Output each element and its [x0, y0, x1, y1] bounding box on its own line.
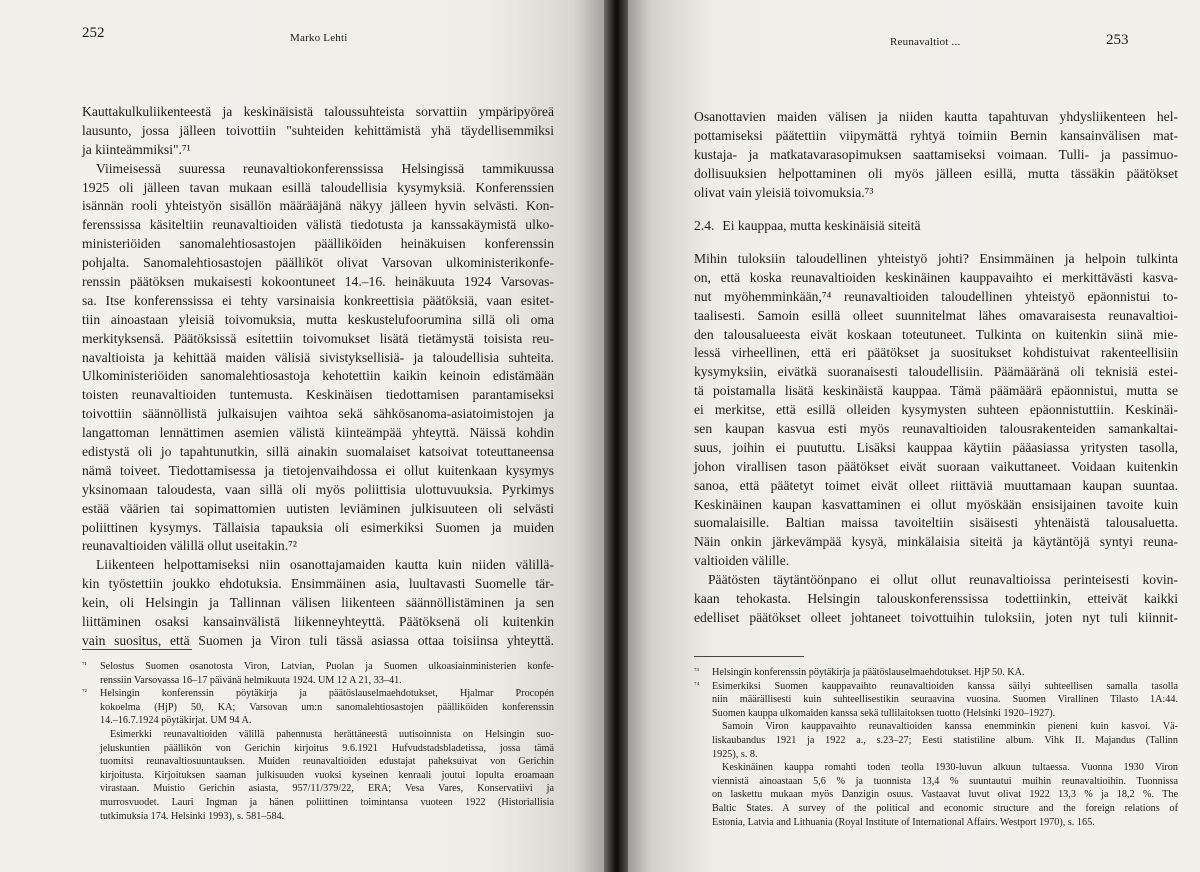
footnote-rule: [82, 649, 192, 650]
footnote-line: ⁷¹ Selostus Suomen osanotosta Viron, Latvian, Puolan ja Suomen ulkoasiainministerien konfe-: [82, 660, 554, 672]
right-body-text-top: [694, 108, 1178, 202]
page-number-left: 252: [82, 25, 105, 41]
footnote-line: on laskettu mukaan myös Danzigin osuus. Vastaavat luvut olivat 1922 13,3 % ja 18,2 %. The: [712, 789, 1178, 801]
text-line: pohjalta. Sanomalehtiosastojen päälliköt olivat Varsovan ulkoministerikonfe-: [82, 255, 554, 271]
text-line: Päätösten täytäntöönpano ei ollut ollut reunavaltioissa perinteisesti kovin-: [708, 572, 1178, 588]
footnote-line: 14.–16.7.1924 pöytäkirjat. UM 94 A.: [100, 715, 252, 727]
text-line: olivat vain yleisiä toivomuksia.⁷³: [694, 184, 874, 200]
section-heading: [694, 218, 921, 234]
section-number: 2.4.: [694, 218, 715, 233]
footnote-line: Suomen kauppa ulkomaiden kanssa sekä tullilaitoksen tuotto (Helsinki 1920–1927).: [712, 707, 1056, 719]
footnote-mark: ⁷⁴: [694, 679, 700, 689]
right-page: [622, 0, 1200, 872]
footnote-line: Samoin Viron kauppavaihto reunavaltioiden kanssa enemminkin pieneni kuin kasvoi. Vä-: [722, 721, 1178, 733]
running-head-right: Reunavaltiot ...: [890, 36, 961, 48]
text-line: sanoa, että päätetyt toimet eivät olleet riittäviä muuttamaan kaupan suuntaa.: [694, 477, 1178, 493]
text-line: Mihin tuloksiin taloudellinen yhteistyö johti? Ensimmäinen ja helpoin tulkinta: [694, 251, 1178, 266]
text-line: pottamiseksi päätettiin viipymättä ryhtyä toimiin Bernin kansainvälisen mat-: [694, 127, 1178, 143]
section-title: Ei kauppaa, mutta keskinäisiä siteitä: [722, 218, 921, 233]
footnote-line: viennistä ainoastaan 5,6 % ja tuonnista 13,4 % suuntautui muihin reunavaltioihin. Tuonnissa: [712, 775, 1178, 787]
text-line: kaan tehokasta. Helsingin talouskonferenssissa todettiinkin, etteivät kaikki: [694, 591, 1178, 607]
text-line: edistystä oli jo tapahtunutkin, sillä ainakin suomalaiset katsoivat toteuttaneensa: [82, 444, 554, 460]
text-line: dollisuuksien helpottaminen oli myös jälleen esillä, mutta tässäkin päätökset: [694, 165, 1178, 181]
text-line: ei merkitse, että esillä olleiden kysymysten suhteen epäonnistuttiin. Keskinäi-: [694, 402, 1178, 418]
text-line: valtioiden välille.: [694, 553, 790, 569]
text-line: isännän rooli yhteistyön sisällön määrääjänä näkyy jälleen hyvin selvästi. Kon-: [82, 198, 554, 214]
text-line: sa. Itse konferenssissa ei tehty varsinaisia konkreettisia päätöksiä, vaan esitet-: [82, 292, 554, 308]
text-line: on, että koska reunavaltioiden keskinäinen kauppavaihto ei merkittävästi kasva-: [694, 269, 1178, 285]
text-line: toisten reunavaltioiden tuntemusta. Keskinäisen tiedottamisen parantamiseksi: [82, 387, 554, 403]
text-line: liittäminen osaksi kansainvälistä liikenneyhteyttä. Päätöksenä oli kuitenkin: [82, 614, 554, 630]
text-line: renssin päätöksen mukaisesti kokoontuneet 14.–16. heinäkuuta 1924 Varsovas-: [82, 274, 554, 290]
text-line: lessä virheellinen, että eri päätökset ja suositukset kohdistuivat rakenteellisiin: [694, 345, 1178, 361]
text-line: 1925 oli jälleen tavan mukaan esillä taloudellisia kysymyksiä. Konferenssien: [82, 179, 554, 195]
footnote-line: liskaubandus 1921 ja 1922 a., s.23–27; Eesti statistiline album. Vihk II. Majandus (Tallinn: [712, 734, 1178, 746]
text-line: tiin ainoastaan yleisiä toivomuksia, mutta keskustelufoorumina sillä oli oma: [82, 311, 554, 327]
text-line: johon virallisen tason päätökset eivät suoraan vaikuttaneet. Voidaan kuitenkin: [694, 458, 1178, 474]
footnote-line: Estonia, Latvia and Lithuania (Royal Institute of International Affairs. Westport 1970), s. 165.: [712, 816, 1095, 828]
text-line: Osanottavien maiden välisen ja niiden kautta tapahtuvan yhdysliikenteen hel-: [694, 109, 1178, 124]
footnote-line: niin määrällisesti kuin suhteellisestikin seuraavina vuosina. Suomen Virallinen Tilasto 1A:44.: [712, 694, 1178, 706]
right-body-text-bottom: [694, 250, 1178, 628]
footnote-mark: ⁷³: [694, 666, 699, 675]
left-footnotes: [82, 660, 554, 823]
text-line: merkityksensä. Päätöksissä esitettiin toivomukset lisätä tietämystä toisista reu-: [82, 330, 554, 346]
text-line: navaltioista ja kehittää maiden välisiä sivistyksellisiä- ja taloudellisia suhteita.: [82, 349, 554, 365]
text-line: kein, oli Helsingin ja Tallinnan välisen liikenteen säännöllistäminen ja sen: [82, 595, 554, 611]
footnote-line: renssiin Varsovassa 16–17 päivänä helmikuuta 1924. UM 12 A 21, 33–41.: [100, 674, 402, 686]
text-line: yksinomaan taloudesta, vaan sillä oli myös poliittisia ulottuvuuksia. Pyrkimys: [82, 481, 554, 497]
text-line: poliittinen kysymys. Tällaisia tapauksia oli esimerkiksi Suomen ja muiden: [82, 519, 554, 535]
text-line: toivottiin säännöllistä julkaisujen vaihtoa sekä sähkösanoma-asiatoimistojen ja: [82, 406, 554, 422]
text-line: kysymyksiin, eivätkä suoranaisesti taloudellisiin. Päämääränä oli teknisiä estei-: [694, 364, 1178, 380]
running-head-left: Marko Lehti: [290, 32, 348, 44]
text-line: langattoman lennättimen asemien välistä kiinteämpää yhteyttä. Näissä kohdin: [82, 425, 554, 441]
text-line: Liikenteen helpottamiseksi niin osanottajamaiden kautta kuin niiden välillä-: [96, 557, 554, 573]
footnote-line: virastaan. Muistio Gerichin asiasta, 957/11/379/22, ERA; Vesa Vares, Konservatiivi ja: [100, 783, 554, 795]
footnote-line: ⁷² Helsingin konferenssin pöytäkirja ja päätöslauselmaehdotukset, Hjalmar Procopén: [82, 687, 554, 700]
text-line: tä poistamalla lisätä keskinäistä kauppaa. Tämä päämäärä epäonnistui, mutta se: [694, 383, 1178, 399]
text-line: den talousalueesta eivät koskaan toteutuneet. Tulkinta on kuitenkin siinä mie-: [694, 326, 1178, 342]
text-line: ministeriöiden sanomalehtiosastojen päälliköiden heinäkuisen konferenssin: [82, 236, 554, 252]
footnote-line: murrosvuodet. Lauri Ingman ja hänen poliittinen toimintansa vuoteen 1922 (Historiallisia: [100, 796, 554, 808]
text-line: suus, joihin ei puututtu. Lisäksi kauppaa käytiin pääasiassa yritysten tasolla,: [694, 439, 1178, 455]
footnote-line: Esimerkki reunavaltioiden välillä pahennusta herättäneestä uutisoinnista on Helsingin suo-: [110, 728, 554, 740]
footnote-line: ⁷⁴ Esimerkiksi Suomen kauppavaihto reunavaltioiden kanssa säilyi suhteellisen samalla tasolla: [694, 679, 1178, 692]
text-line: Keskinäinen kaupan kasvattaminen ei ollut myöskään ensisijainen tavoite kuin: [694, 496, 1178, 512]
text-line: vain suositus, että Suomen ja Viron tuli tässä asiassa ottaa toisiinsa yhteyttä.: [82, 632, 554, 648]
footnote-line: tutkimuksia 174. Helsinki 1993), s. 581–584.: [100, 810, 285, 822]
text-line: ferenssissa käsiteltiin reunavaltioiden välistä tiedotusta ja kanssakäymistä ulko-: [82, 217, 554, 233]
text-line: Näin onkin järkevämpää kysyä, minkälaisia siteitä ja käytäntöjä syntyi reuna-: [694, 534, 1178, 550]
text-line: kin työstettiin joukko ehdotuksia. Ensimmäinen asia, luultavasti Suomelle tär-: [82, 576, 554, 592]
text-line: nämä toiveet. Tiedottamisessa ja tietojenvaihdossa ei ollut kuitenkaan kysymys: [82, 462, 554, 478]
text-line: Ulkoministeriöiden sanomalehtiosastoja kehotettiin kaikin keinoin edistämään: [82, 368, 554, 384]
text-line: ja kiinteämmiksi".⁷¹: [82, 141, 191, 157]
footnote-line: kirjoitusta. Kirjoituksen saaman julkisuuden vuoksi kyseinen kenraali joutui lopulta eroamaan: [100, 769, 554, 781]
text-line: Viimeisessä suuressa reunavaltiokonferenssissa Helsingissä tammikuussa: [96, 160, 554, 176]
text-line: Kauttakulkuliikenteestä ja keskinäisistä taloussuhteista sorvattiin ympäripyöreä: [82, 104, 554, 119]
footnote-line: ⁷³ Helsingin konferenssin pöytäkirja ja päätöslauselmaehdotukset. HjP 50. KA.: [694, 666, 1025, 678]
left-body-text: [82, 103, 554, 651]
book-gutter: [604, 0, 628, 872]
right-footnotes: [694, 666, 1178, 829]
text-line: taalisesti. Samoin esillä olleet suunnitelmat lähes omavaraisesta reunavaltioi-: [694, 307, 1178, 323]
text-line: sen kaupan kasvua esti myös reunavaltioiden talousrakenteiden samankaltai-: [694, 421, 1178, 437]
footnote-line: kokoelma (HjP) 50, KA; Varsovan um:n sanomalehtiosastojen päälliköiden konferenssin: [100, 701, 554, 713]
footnote-mark: ⁷²: [82, 687, 87, 697]
text-line: reunavaltioiden välillä ollut useitakin.⁷²: [82, 538, 297, 554]
text-line: suomalaisille. Baltian maissa tavoiteltiin sisäisesti yhtenäistä talousaluetta.: [694, 515, 1178, 531]
text-line: lausunto, jossa jälleen toivottiin "suhteiden kehittämistä yhä täydellisemmiksi: [82, 122, 554, 138]
footnote-mark: ⁷¹: [82, 660, 87, 669]
footnote-line: jeluskuntien päällikön von Gerichin kirjoitus 9.6.1921 Hufvudstadsbladetissa, jossa tämä: [100, 742, 554, 754]
text-line: nut myöhemminkään,⁷⁴ reunavaltioiden taloudellinen yhteistyö epäonnistui to-: [694, 288, 1178, 304]
text-line: edelliset päätökset olleet johtaneet toivottuihin tuloksiin, joten nyt tuli kiinnit-: [694, 609, 1178, 625]
footnote-line: Baltic States. A survey of the political and economic structure and the foreign relations of: [712, 802, 1178, 814]
footnote-line: Keskinäinen kauppa romahti toden teolla 1930-luvun alkuun tultaessa. Vuonna 1930 Viron: [722, 762, 1178, 774]
footnote-line: 1925), s. 8.: [712, 748, 758, 760]
text-line: kustaja- ja matkatavarasopimuksen saattamiseksi voimaan. Tulli- ja passimuo-: [694, 146, 1178, 162]
footnote-line: tuomitsi reunavaltiosuuntauksen. Muiden reunavaltioiden edustajat paheksuivat von Gerichin: [100, 756, 554, 768]
page-number-right: 253: [1106, 32, 1129, 48]
footnote-rule: [694, 656, 804, 657]
text-line: estää väärien tai sopimattomien uutisten leviäminen julkisuuteen oli selvästi: [82, 500, 554, 516]
